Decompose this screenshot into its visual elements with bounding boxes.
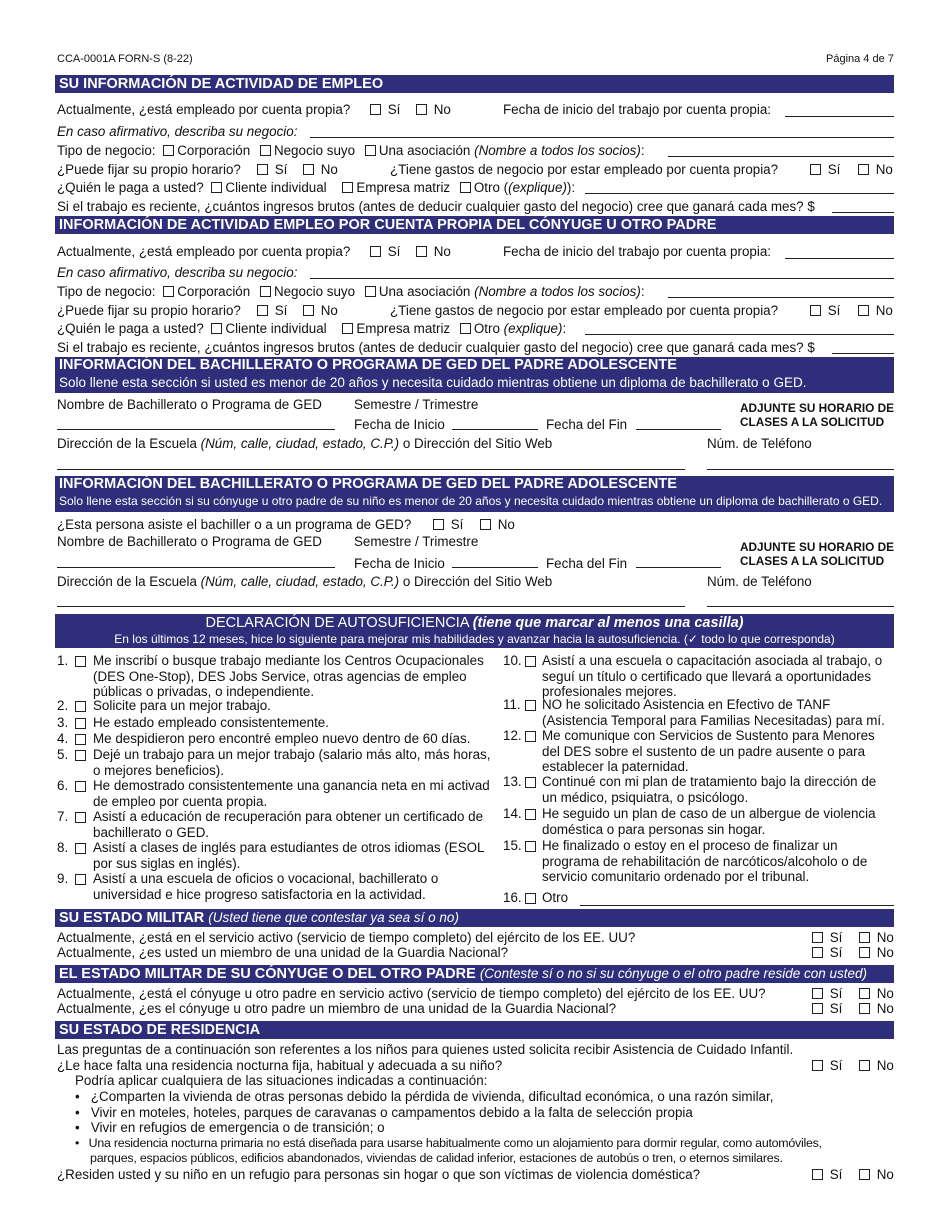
checkbox[interactable] [859, 947, 870, 958]
spouse-self-employed-no[interactable]: No [416, 244, 451, 259]
attach-schedule-1: ADJUNTE SU HORARIO DE [740, 401, 895, 415]
item-checkbox[interactable] [75, 734, 86, 745]
residence-question: ¿Le hace falta una residencia nocturna fija, habitual y adecuada a su niño? [57, 1058, 503, 1073]
item-checkbox[interactable] [525, 777, 536, 788]
describe-business-field[interactable] [310, 137, 894, 138]
phone-label: Núm. de Teléfono [707, 436, 812, 451]
attends-ged-no[interactable]: No [480, 517, 515, 532]
checkbox[interactable] [480, 519, 491, 530]
spouse-attach-schedule-1: ADJUNTE SU HORARIO DE [740, 540, 895, 554]
self-employed-no[interactable]: No [416, 102, 451, 117]
national-guard-no[interactable]: No [859, 945, 894, 960]
checkbox-own-business[interactable] [260, 145, 271, 156]
checkbox-partnership[interactable] [365, 286, 376, 297]
item-text: NO he solicitado Asistencia en Efectivo de TANF (Asistencia Temporal para Familias Necesitadas) para mí. [542, 697, 885, 728]
spouse-self-employed-question: Actualmente, ¿está empleado por cuenta propia? [57, 244, 351, 259]
item-checkbox[interactable] [75, 701, 86, 712]
section-self-sufficiency-title: DECLARACIÓN DE AUTOSUFICIENCIA (tiene que marcar al menos una casilla) En los últimos 12 meses, hice lo siguiente para mejorar mis habilidades y avanzar hacia la autosuficiencia. (✓ todo lo que corresponda) [55, 614, 894, 648]
spouse-expenses-question: ¿Tiene gastos de negocio por estar empleado por cuenta propia? [390, 303, 779, 318]
item-text: Me comunique con Servicios de Sustento para Menores del DES sobre el sustento de un padre ausente o para establecer la paternidad. [542, 728, 875, 774]
item-number: 3. [57, 715, 69, 730]
item-text: Continué con mi plan de tratamiento bajo la dirección de un médico, psiquiatra, o psicólogo. [542, 774, 877, 805]
checkbox[interactable] [812, 947, 823, 958]
item-checkbox[interactable] [525, 809, 536, 820]
monthly-income-question: Si el trabajo es reciente, ¿cuántos ingresos brutos (antes de deducir cualquier gasto del negocio) cree que ganará cada mes? $ [57, 199, 815, 214]
self-employed-question: Actualmente, ¿está empleado por cuenta propia? [57, 102, 351, 117]
spouse-semester-label: Semestre / Trimestre [354, 534, 479, 549]
checkbox[interactable] [257, 164, 268, 175]
explain-field[interactable] [585, 193, 894, 194]
item-text: He seguido un plan de caso de un albergue de violencia doméstica o para personas sin hogar. [542, 806, 876, 837]
item-number: 6. [57, 778, 69, 793]
item-checkbox[interactable] [525, 893, 536, 904]
checkbox-client[interactable] [211, 323, 222, 334]
start-date-field[interactable] [452, 429, 538, 430]
checkbox-corporation[interactable] [163, 286, 174, 297]
spouse-expenses-no[interactable]: No [858, 303, 893, 318]
other-field[interactable] [580, 905, 894, 906]
checkbox[interactable] [859, 1169, 870, 1180]
national-guard-question: Actualmente, ¿es usted un miembro de una unidad de la Guardia Nacional? [57, 945, 509, 960]
spouse-end-date-field[interactable] [636, 567, 721, 568]
item-number: 1. [57, 653, 69, 668]
item-text: Me inscribí o busque trabajo mediante los Centros Ocupacionales (DES One-Stop), DES Jobs Service, otras agencias de empleo públicas o privadas, o independiente. [93, 653, 484, 699]
spouse-school-address-field[interactable] [57, 606, 685, 607]
spouse-start-date-field[interactable] [452, 567, 538, 568]
monthly-income-field[interactable] [832, 212, 894, 213]
military-active-no[interactable]: No [859, 930, 894, 945]
schedule-question: ¿Puede fijar su propio horario? [57, 162, 241, 177]
checkbox[interactable] [859, 1060, 870, 1071]
checkbox-other[interactable] [460, 323, 471, 334]
item-number: 5. [57, 747, 69, 762]
business-type-row: Tipo de negocio: Corporación Negocio suyo Una asociación (Nombre a todos los socios): [57, 143, 645, 158]
checkbox[interactable] [812, 988, 823, 999]
spouse-military-active-question: Actualmente, ¿está el cónyuge u otro padre en servicio activo (servicio de tiempo completo) del ejército de los EE. UU? [57, 986, 766, 1001]
checkbox-partnership[interactable] [365, 145, 376, 156]
spouse-schedule-yes[interactable]: Sí [257, 303, 287, 318]
spouse-schedule-question: ¿Puede fijar su propio horario? [57, 303, 241, 318]
school-name-label: Nombre de Bachillerato o Programa de GED [57, 397, 322, 412]
spouse-school-address-label: Dirección de la Escuela (Núm, calle, ciudad, estado, C.P.) o Dirección del Sitio Web [57, 574, 553, 589]
shelter-no[interactable]: No [859, 1167, 894, 1182]
start-date-field[interactable] [785, 116, 894, 117]
item-checkbox[interactable] [525, 731, 536, 742]
residence-intro: Las preguntas de a continuación son referentes a los niños para quienes usted solicita recibir Asistencia de Cuidado Infantil. [57, 1042, 794, 1057]
checkbox[interactable] [859, 932, 870, 943]
spouse-start-date-label: Fecha de Inicio [354, 556, 445, 571]
checkbox[interactable] [812, 1060, 823, 1071]
section-spouse-military-title: EL ESTADO MILITAR DE SU CÓNYUGE O DEL OTRO PADRE (Conteste sí o no si su cónyuge o el otro padre reside con usted) [55, 965, 894, 983]
residence-no[interactable]: No [859, 1058, 894, 1073]
item-text: He finalizado o estoy en el proceso de finalizar un programa de rehabilitación de narcóticos/alcoholo o de servicio comunitario ordenado por el tribunal. [542, 838, 868, 884]
spouse-military-active-no[interactable]: No [859, 986, 894, 1001]
item-number: 16. [503, 890, 522, 905]
item-checkbox[interactable] [75, 812, 86, 823]
self-employed-yes[interactable]: Sí [370, 102, 400, 117]
start-date-label: Fecha de inicio del trabajo por cuenta propia: [503, 102, 771, 117]
section-employment-title: SU INFORMACIÓN DE ACTIVIDAD DE EMPLEO [55, 75, 894, 93]
attends-ged-question: ¿Esta persona asiste el bachiller o a un programa de GED? [57, 517, 412, 532]
shelter-yes[interactable]: Sí [812, 1167, 842, 1182]
item-text: Asistí a una escuela de oficios o vocacional, bachillerato o universidad e hice progreso satisfactoria en la actividad. [93, 871, 439, 902]
school-address-field[interactable] [57, 469, 685, 470]
section-spouse-teen-ged-title: INFORMACIÓN DEL BACHILLERATO O PROGRAMA DE GED DEL PADRE ADOLESCENTE Solo llene esta sección si su cónyuge u otro padre de su niño es menor de 20 años y necesita cuidado mientras obtiene un diploma de bachillerato o GED. [55, 476, 894, 512]
spouse-schedule-no[interactable]: No [303, 303, 338, 318]
item-text: Asistí a clases de inglés para estudiantes de otros idiomas (ESOL por sus siglas en inglés). [93, 840, 485, 871]
item-text: Asistí a educación de recuperación para obtener un certificado de bachillerato o GED. [93, 809, 484, 840]
item-number: 14. [503, 806, 522, 821]
item-number: 10. [503, 653, 522, 668]
spouse-expenses-yes[interactable]: Sí [810, 303, 840, 318]
spouse-business-type-row: Tipo de negocio: Corporación Negocio suyo Una asociación (Nombre a todos los socios): [57, 284, 645, 299]
attends-ged-yes[interactable]: Sí [433, 517, 463, 532]
residence-yes[interactable]: Sí [812, 1058, 842, 1073]
section-teen-parent-ged-title: INFORMACIÓN DEL BACHILLERATO O PROGRAMA DE GED DEL PADRE ADOLESCENTE Solo llene esta sección si usted es menor de 20 años y necesita cuidado mientras obtiene un diploma de bachillerato o GED. [55, 357, 894, 393]
school-name-field[interactable] [57, 429, 335, 430]
spouse-partners-field[interactable] [668, 297, 894, 298]
describe-business-label: En caso afirmativo, describa su negocio: [57, 124, 298, 139]
checkbox[interactable] [810, 305, 821, 316]
item-text: Dejé un trabajo para un mejor trabajo (salario más alto, más horas, o mejores beneficios). [93, 747, 491, 778]
phone-field[interactable] [707, 469, 894, 470]
checkbox[interactable] [370, 246, 381, 257]
who-pays-row: ¿Quién le paga a usted? Cliente individual Empresa matriz Otro ((explique)): [57, 180, 576, 195]
shelter-question: ¿Residen usted y su niño en un refugio para personas sin hogar o que son víctimas de violencia doméstica? [57, 1167, 701, 1182]
item-checkbox[interactable] [525, 656, 536, 667]
checkbox[interactable] [257, 305, 268, 316]
checkbox[interactable] [416, 246, 427, 257]
item-text: Solicite para un mejor trabajo. [93, 698, 271, 713]
item-number: 8. [57, 840, 69, 855]
partners-field[interactable] [668, 156, 894, 157]
checkbox[interactable] [812, 1169, 823, 1180]
checkbox[interactable] [433, 519, 444, 530]
checkbox-client[interactable] [211, 182, 222, 193]
residence-bullet-3: • Vivir en refugios de emergencia o de transición; o [75, 1120, 385, 1135]
spouse-who-pays-row: ¿Quién le paga a usted? Cliente individual Empresa matriz Otro (explique): [57, 321, 567, 336]
residence-bullet-2: • Vivir en moteles, hoteles, parques de caravanas o campamentos debido a la falta de selección propia [75, 1105, 693, 1120]
section-military-title: SU ESTADO MILITAR (Usted tiene que contestar ya sea sí o no) [55, 909, 894, 927]
checkbox[interactable] [858, 305, 869, 316]
start-date-label: Fecha de Inicio [354, 417, 445, 432]
residence-bullet-4-cont: parques, espacios públicos, edificios abandonados, viviendas de calidad inferior, estaciones de autobús o tren, o eternos similares. [90, 1151, 783, 1165]
item-checkbox[interactable] [75, 843, 86, 854]
spouse-monthly-income-field[interactable] [832, 353, 894, 354]
spouse-phone-label: Núm. de Teléfono [707, 574, 812, 589]
checkbox[interactable] [812, 932, 823, 943]
spouse-phone-field[interactable] [707, 606, 894, 607]
spouse-end-date-label: Fecha del Fin [546, 556, 628, 571]
spouse-national-guard-question: Actualmente, ¿es el cónyuge u otro padre un miembro de una unidad de la Guardia Nacional? [57, 1001, 617, 1016]
spouse-military-active-yes[interactable]: Sí [812, 986, 842, 1001]
item-number: 11. [503, 697, 521, 712]
checkbox[interactable] [859, 1003, 870, 1014]
military-active-question: Actualmente, ¿está en el servicio activo (servicio de tiempo completo) del ejército de los EE. UU? [57, 930, 636, 945]
residence-bullet-1: • ¿Comparten la vivienda de otras personas debido la pérdida de vivienda, dificultad económica, o una razón similar, [75, 1089, 774, 1104]
end-date-label: Fecha del Fin [546, 417, 628, 432]
item-text: He estado empleado consistentemente. [93, 715, 329, 730]
spouse-self-employed-yes[interactable]: Sí [370, 244, 400, 259]
spouse-national-guard-no[interactable]: No [859, 1001, 894, 1016]
checkbox[interactable] [416, 104, 427, 115]
page-number: Página 4 de 7 [826, 53, 894, 65]
military-active-yes[interactable]: Sí [812, 930, 842, 945]
checkbox-own-business[interactable] [260, 286, 271, 297]
spouse-national-guard-yes[interactable]: Sí [812, 1001, 842, 1016]
checkbox-parent-company[interactable] [342, 182, 353, 193]
item-number: 4. [57, 731, 69, 746]
item-number: 12. [503, 728, 522, 743]
item-number: 7. [57, 809, 69, 824]
item-checkbox[interactable] [75, 656, 86, 667]
expenses-yes[interactable]: Sí [810, 162, 840, 177]
item-text: He demostrado consistentemente una ganancia neta en mi activad de empleo por cuenta propia. [93, 778, 490, 809]
expenses-no[interactable]: No [858, 162, 893, 177]
item-checkbox[interactable] [75, 750, 86, 761]
spouse-monthly-income-question: Si el trabajo es reciente, ¿cuántos ingresos brutos (antes de deducir cualquier gasto del negocio) cree que ganará cada mes? $ [57, 340, 815, 355]
item-number: 15. [503, 838, 522, 853]
spouse-start-date-label: Fecha de inicio del trabajo por cuenta propia: [503, 244, 771, 259]
residence-situations-label: Podría aplicar cualquiera de las situaciones indicadas a continuación: [75, 1073, 488, 1088]
checkbox-corporation[interactable] [163, 145, 174, 156]
spouse-school-name-field[interactable] [57, 567, 335, 568]
attach-schedule-2: CLASES A LA SOLICITUD [740, 415, 885, 429]
item-text: Me despidieron pero encontré empleo nuevo dentro de 60 días. [93, 731, 471, 746]
item-checkbox[interactable] [525, 841, 536, 852]
item-number: 9. [57, 871, 69, 886]
residence-bullet-4: • Una residencia nocturna primaria no está diseñada para usarse habitualmente como un alojamiento para dormir regular, como automóviles, [75, 1136, 822, 1150]
checkbox[interactable] [303, 164, 314, 175]
semester-label: Semestre / Trimestre [354, 397, 479, 412]
expenses-question: ¿Tiene gastos de negocio por estar empleado por cuenta propia? [390, 162, 779, 177]
checkbox-other[interactable] [460, 182, 471, 193]
item-text: Otro [542, 890, 569, 905]
section-residence-title: SU ESTADO DE RESIDENCIA [55, 1021, 894, 1039]
item-checkbox[interactable] [75, 718, 86, 729]
checkbox[interactable] [859, 988, 870, 999]
checkbox[interactable] [812, 1003, 823, 1014]
schedule-no[interactable]: No [303, 162, 338, 177]
checkbox[interactable] [858, 164, 869, 175]
spouse-attach-schedule-2: CLASES A LA SOLICITUD [740, 554, 885, 568]
national-guard-yes[interactable]: Sí [812, 945, 842, 960]
checkbox-parent-company[interactable] [342, 323, 353, 334]
checkbox[interactable] [370, 104, 381, 115]
item-checkbox[interactable] [75, 874, 86, 885]
section-spouse-employment-title: INFORMACIÓN DE ACTIVIDAD EMPLEO POR CUENTA PROPIA DEL CÓNYUGE U OTRO PADRE [55, 216, 894, 234]
checkbox[interactable] [303, 305, 314, 316]
item-number: 2. [57, 698, 69, 713]
item-checkbox[interactable] [75, 781, 86, 792]
item-checkbox[interactable] [525, 700, 536, 711]
schedule-yes[interactable]: Sí [257, 162, 287, 177]
item-text: Asistí a una escuela o capacitación asociada al trabajo, o seguí un título o certificado que llevará a oportunidades profesionales mejores. [542, 653, 883, 699]
spouse-start-date-field[interactable] [785, 258, 894, 259]
item-number: 13. [503, 774, 522, 789]
form-id: CCA-0001A FORN-S (8-22) [57, 53, 193, 65]
spouse-school-name-label: Nombre de Bachillerato o Programa de GED [57, 534, 322, 549]
checkbox[interactable] [810, 164, 821, 175]
spouse-explain-field[interactable] [585, 334, 894, 335]
school-address-label: Dirección de la Escuela (Núm, calle, ciudad, estado, C.P.) o Dirección del Sitio Web [57, 436, 553, 451]
spouse-describe-label: En caso afirmativo, describa su negocio: [57, 265, 298, 280]
end-date-field[interactable] [636, 429, 721, 430]
spouse-describe-field[interactable] [310, 278, 894, 279]
